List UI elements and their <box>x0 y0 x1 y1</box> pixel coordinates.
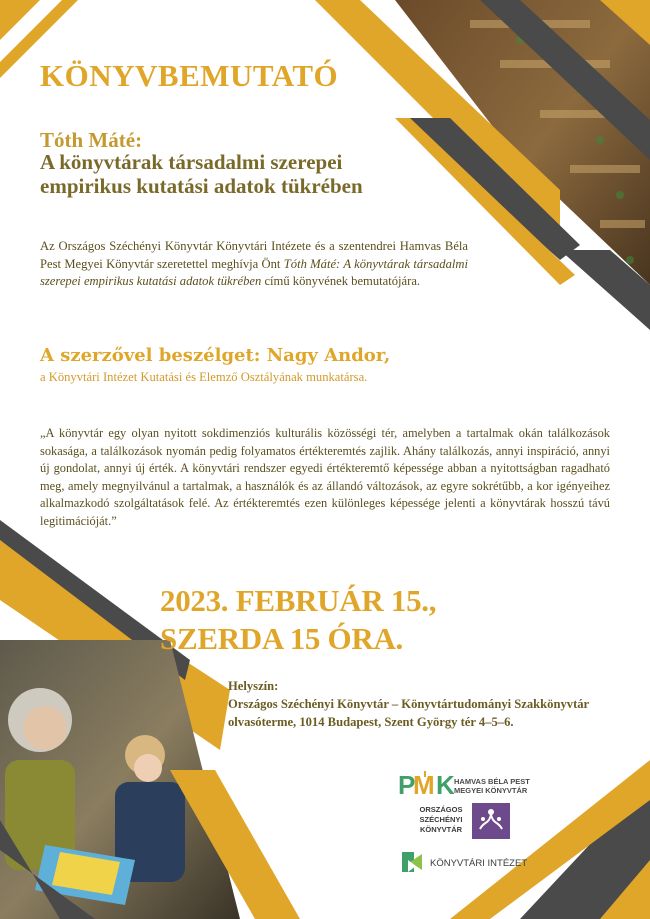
pmk-logo-icon <box>398 768 458 798</box>
invitation-text <box>40 238 468 291</box>
konyvtari-intezet-icon <box>400 850 424 874</box>
svg-text:M: M <box>413 770 435 798</box>
pmk-logo <box>398 768 538 800</box>
event-time: SZERDA 15 ÓRA. <box>160 621 403 656</box>
invitation-book-title: Tóth Máté: A könyvtárak társadalmi szerepei empirikus kutatási adatok tükrében <box>40 256 468 289</box>
oszk-logo-line-2: SZÉCHÉNYI <box>419 815 463 824</box>
oszk-emblem-icon <box>472 803 510 839</box>
event-date: 2023. FEBRUÁR 15., <box>160 583 437 618</box>
invitation-text-part-2: című könyvének bemutatójára. <box>264 274 421 289</box>
quote-paragraph: „A könyvtár egy olyan nyitott sokdimenziós kulturális közösségi tér, amelyben a tartalmak okán találkozások sokasága, a találkozások nyomán pedig folyamatos értékteremtés zajlik. Ahány találkozás, annyi inspiráció, annyi új gondolat, annyi új érték. A könyvtári rendszer egyedi értékteremtő képessége abban a nyitottságban ragadható meg, amely megnyilvánul a tartalmak, a használók és az állandó változások, az egyre sokrétűbb, a kor igényeihez alkalmazkodó szolgáltatások felé. Az értékteremtés ezen különleges képessége jelenti a könyvtárak hosszú távú legitimációját.” <box>40 426 610 528</box>
oszk-logo-line-3: KÖNYVTÁR <box>419 825 463 834</box>
oszk-logo <box>414 803 514 843</box>
pmk-logo-line-2: MEGYEI KÖNYVTÁR <box>454 786 528 795</box>
konyvtari-intezet-text: KÖNYVTÁRI INTÉZET <box>430 858 528 869</box>
venue-line-2: olvasóterme, 1014 Budapest, Szent György tér 4–5–6. <box>228 715 514 729</box>
book-author: Tóth Máté: <box>40 128 143 152</box>
venue-line-1: Országos Széchényi Könyvtár – Könyvtártudományi Szakkönyvtár <box>228 697 590 711</box>
conversation-heading: A szerzővel beszélget: Nagy Andor, <box>40 345 391 366</box>
pmk-logo-text <box>454 777 530 795</box>
oszk-logo-text <box>414 805 468 835</box>
venue-label: Helyszín: <box>228 679 279 693</box>
pmk-logo-line-1: HAMVAS BÉLA PEST <box>454 777 530 786</box>
svg-text:K: K <box>436 770 455 798</box>
conversation-partner-role: a Könyvtári Intézet Kutatási és Elemző Osztályának munkatársa. <box>40 370 368 384</box>
invitation-text-part-1: Az Országos Széchényi Könyvtár Könyvtári Intézete és a szentendrei Hamvas Béla Pest Megyei Könyvtár szeretettel meghívja Önt <box>40 239 468 271</box>
svg-text:P: P <box>398 770 416 798</box>
book-title-line-1: A könyvtárak társadalmi szerepei <box>40 150 343 174</box>
poster-title: KÖNYVBEMUTATÓ <box>40 58 339 93</box>
book-title-line-2: empirikus kutatási adatok tükrében <box>40 174 363 198</box>
konyvtari-intezet-logo <box>400 850 540 876</box>
oszk-logo-line-1: ORSZÁGOS <box>419 805 463 814</box>
